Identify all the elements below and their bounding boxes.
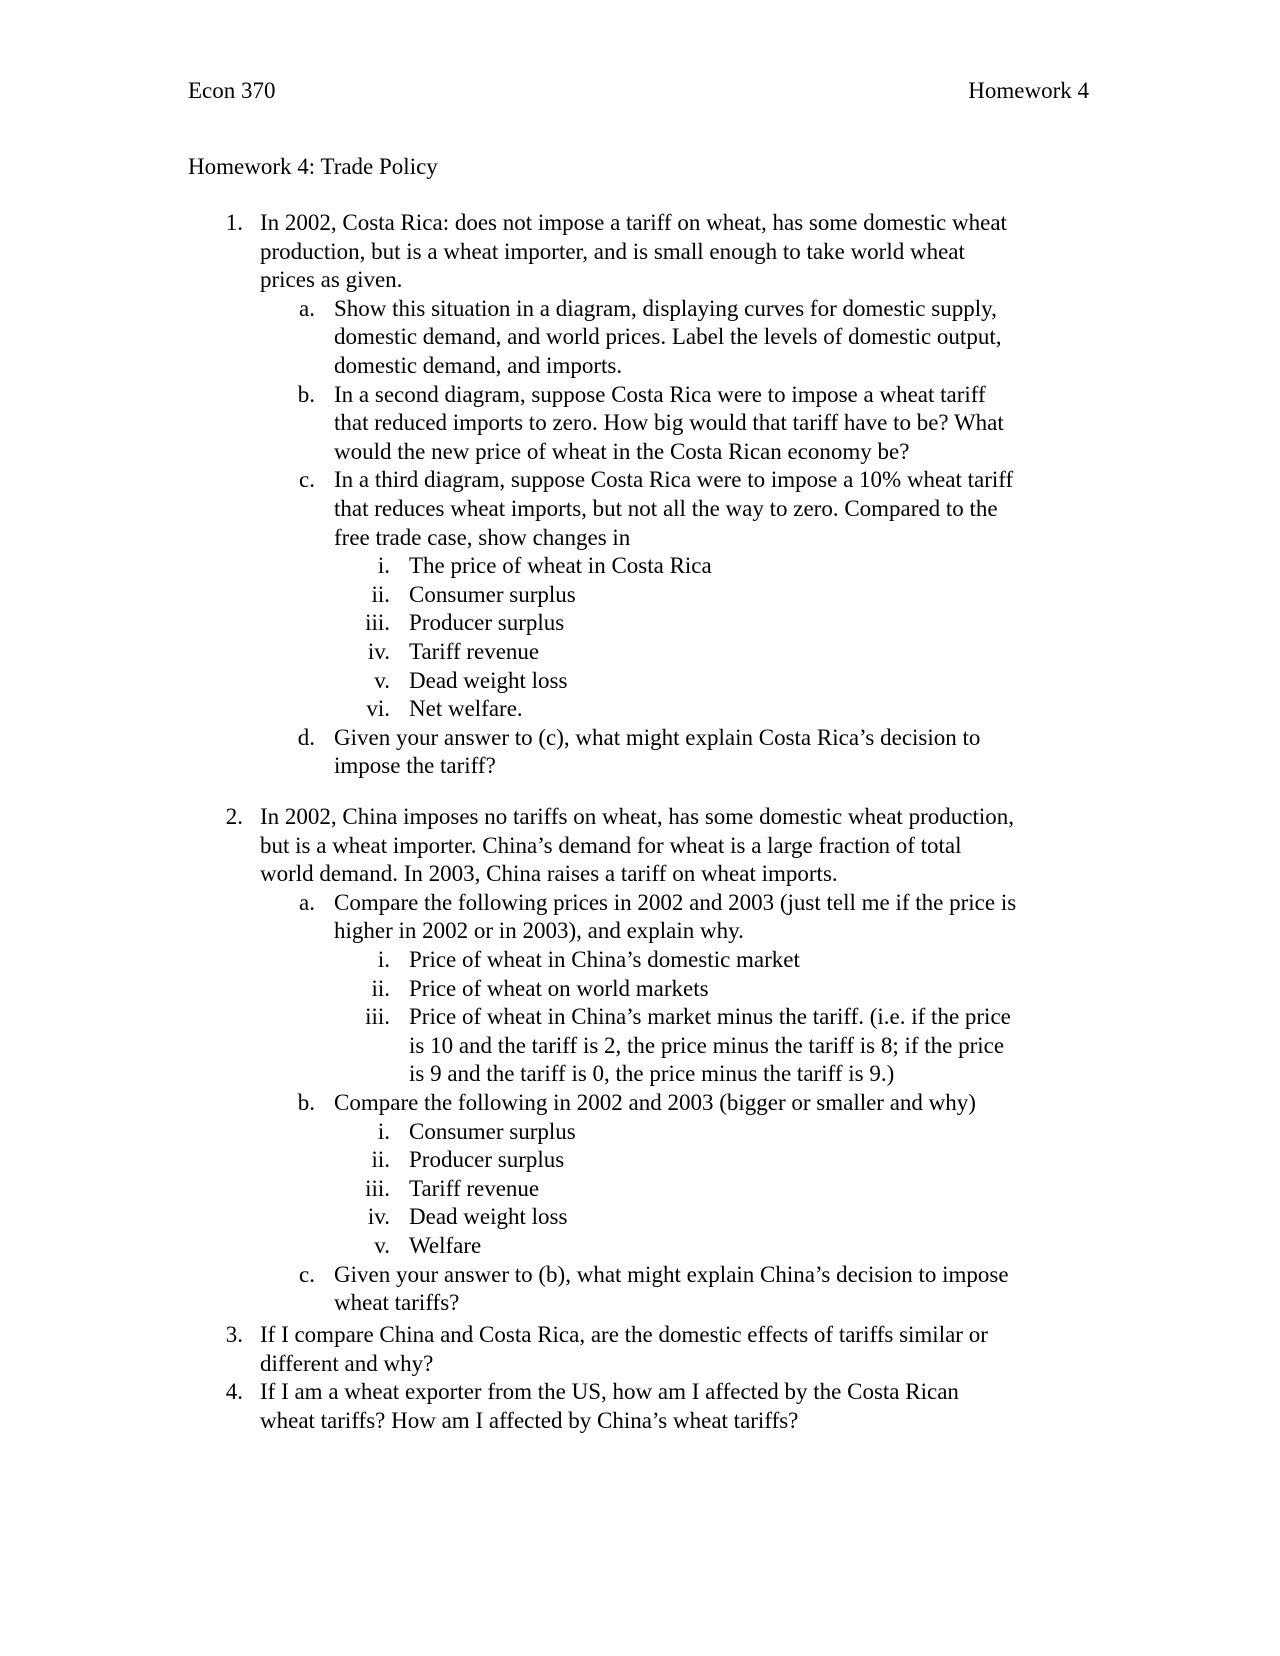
subitem-text: Consumer surplus — [409, 1118, 576, 1144]
subitem-numeral: v. — [374, 667, 390, 693]
part-text-line: that reduces wheat imports, but not all the way to zero. Compared to the — [334, 496, 998, 521]
subitem-numeral: iii. — [365, 1175, 390, 1201]
part-text-line: impose the tariff? — [334, 753, 496, 779]
course-header: Econ 370 — [188, 78, 276, 103]
question-text-line: In 2002, China imposes no tariffs on wheat, has some domestic wheat production, — [260, 804, 1014, 829]
subitem-numeral: ii. — [371, 581, 390, 607]
part-text-line: In a third diagram, suppose Costa Rica were to impose a 10% wheat tariff — [334, 467, 1014, 493]
document-title: Homework 4: Trade Policy — [188, 154, 438, 179]
part-text-line: Show this situation in a diagram, displaying curves for domestic supply, — [334, 295, 997, 321]
subitem-numeral: iii. — [365, 610, 390, 636]
question-text-line: production, but is a wheat importer, and is small enough to take world wheat — [260, 238, 965, 264]
subitem-numeral: i. — [377, 947, 390, 972]
subitem-text: Tariff revenue — [409, 639, 540, 664]
subitem-text: Net welfare. — [409, 696, 523, 722]
subitem-numeral: ii. — [371, 975, 390, 1001]
subitem-text: Dead weight loss — [409, 667, 568, 693]
part-text-line: Given your answer to (c), what might explain Costa Rica’s decision to — [334, 724, 981, 750]
question-text-line: world demand. In 2003, China raises a tariff on wheat imports. — [260, 861, 838, 887]
subitem-text: is 10 and the tariff is 2, the price minus the tariff is 8; if the price — [409, 1032, 1005, 1058]
question-number: 1. — [225, 210, 243, 235]
subitem-numeral: iv. — [367, 1204, 390, 1230]
subitem-numeral: iii. — [365, 1004, 390, 1030]
part-letter: a. — [299, 889, 315, 915]
question-text-line: prices as given. — [260, 267, 403, 293]
subitem-text: The price of wheat in Costa Rica — [409, 553, 712, 579]
subitem-text: Price of wheat in China’s domestic market — [409, 947, 800, 972]
subitem-numeral: i. — [377, 1118, 390, 1144]
part-letter: c. — [299, 467, 315, 493]
part-letter: c. — [299, 1261, 315, 1287]
subitem-text: Welfare — [409, 1233, 482, 1258]
subitem-text: Dead weight loss — [409, 1204, 568, 1230]
part-text-line: free trade case, show changes in — [334, 524, 631, 550]
question-number: 2. — [225, 804, 243, 829]
part-text-line: In a second diagram, suppose Costa Rica were to impose a wheat tariff — [334, 381, 986, 407]
subitem-text: Producer surplus — [409, 610, 565, 636]
question-text-line: wheat tariffs? How am I affected by China’s wheat tariffs? — [260, 1407, 799, 1433]
question-text-line: If I compare China and Costa Rica, are the domestic effects of tariffs similar or — [260, 1322, 988, 1347]
question-text-line: If I am a wheat exporter from the US, how am I affected by the Costa Rican — [260, 1379, 959, 1404]
subitem-text: Price of wheat in China’s market minus the tariff. (i.e. if the price — [409, 1004, 1011, 1030]
part-text-line: Compare the following in 2002 and 2003 (bigger or smaller and why) — [334, 1090, 976, 1115]
question-text-line: but is a wheat importer. China’s demand for wheat is a large fraction of total — [260, 832, 962, 858]
part-letter: a. — [299, 295, 315, 321]
subitem-text: Producer surplus — [409, 1147, 565, 1173]
assignment-header: Homework 4 — [968, 78, 1089, 103]
subitem-text: is 9 and the tariff is 0, the price minus the tariff is 9.) — [409, 1061, 895, 1087]
subitem-numeral: ii. — [371, 1147, 390, 1173]
question-number: 3. — [225, 1322, 243, 1347]
part-letter: b. — [297, 381, 315, 407]
part-text-line: Compare the following prices in 2002 and 2003 (just tell me if the price is — [334, 889, 1017, 915]
question-number: 4. — [225, 1379, 243, 1404]
subitem-text: Price of wheat on world markets — [409, 975, 709, 1001]
question-text-line: In 2002, Costa Rica: does not impose a tariff on wheat, has some domestic wheat — [260, 210, 1007, 235]
question-text-line: different and why? — [260, 1350, 434, 1376]
part-text-line: Given your answer to (b), what might explain China’s decision to impose — [334, 1261, 1009, 1287]
part-text-line: wheat tariffs? — [334, 1290, 460, 1316]
part-letter: d. — [297, 724, 315, 750]
subitem-text: Tariff revenue — [409, 1175, 540, 1201]
part-text-line: domestic demand, and imports. — [334, 353, 623, 378]
part-text-line: higher in 2002 or in 2003), and explain why. — [334, 918, 744, 944]
part-letter: b. — [297, 1090, 315, 1115]
subitem-numeral: iv. — [367, 639, 390, 664]
subitem-numeral: i. — [377, 553, 390, 579]
part-text-line: that reduced imports to zero. How big would that tariff have to be? What — [334, 410, 1004, 436]
subitem-numeral: v. — [374, 1233, 390, 1258]
subitem-text: Consumer surplus — [409, 581, 576, 607]
part-text-line: domestic demand, and world prices. Label the levels of domestic output, — [334, 324, 1002, 350]
part-text-line: would the new price of wheat in the Costa Rican economy be? — [334, 438, 910, 464]
subitem-numeral: vi. — [366, 696, 390, 722]
